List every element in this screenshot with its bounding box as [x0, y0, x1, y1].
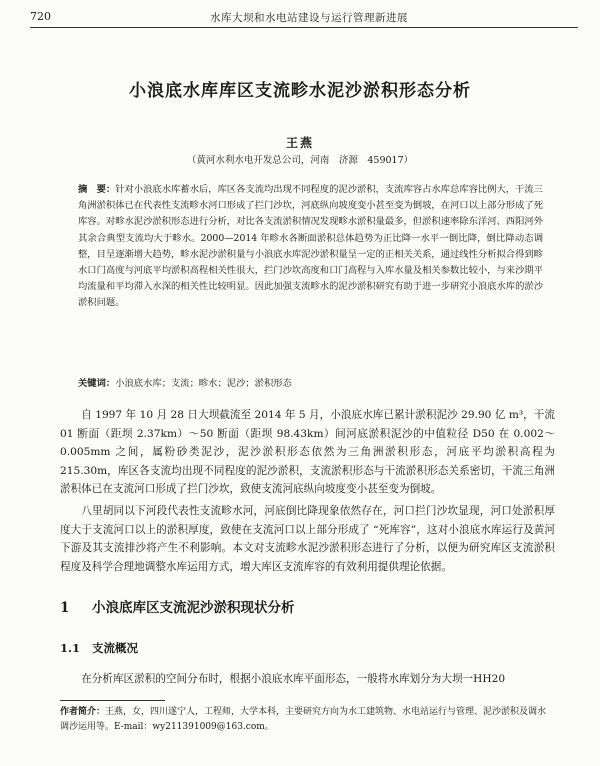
section-1-heading [60, 596, 295, 616]
section-1-1-heading [60, 640, 138, 656]
footnote-label: 作者简介： [60, 707, 106, 717]
page-header [30, 10, 575, 28]
keywords-text: 小浪底水库；支流；畛水；泥沙；淤积形态 [115, 378, 292, 389]
author-footnote [60, 705, 555, 735]
keywords [78, 375, 543, 389]
body-paragraph-1: 自 1997 年 10 月 28 日大坝截流至 2014 年 5 月，小浪底水库已累计淤积泥沙 29.90 亿 m³，干流 01 断面（距坝 2.37km）～50 断面（距坝 98.43km）间河底淤积泥沙的中值粒径 D50 在 0.002～0.005mm 之间，属粉砂类泥沙，泥沙淤积形态依然为三角洲淤积形态，河底平均淤积高程为 215.30m，库区各支流均出现不同程度的泥沙淤积，支流淤积形态与干流淤积形态关系密切，干流三角洲淤积体已在支流河口形成了拦门沙坎，致使支流河底纵向坡度变小甚至变为倒坡。 [60, 409, 555, 495]
author-affiliation: （黄河水利水电开发总公司，河南 济源 459017） [186, 155, 414, 166]
page-number: 720 [30, 10, 51, 23]
body-paragraph-2: 八里胡同以下河段代表性支流畛水河，河底倒比降现象依然存在，河口拦门沙坎显现，河口处淤积厚度大于支流河口以上的淤积厚度，致使在支流河口以上部分形成了 “死库容”，这对小浪底水库运行及黄河下游及其支流排沙将产生不利影响。本文对支流畛水泥沙淤积形态进行了分析，以便为研究库区支流淤积程度及科学合理地调整水库运用方式，增大库区支流库容的有效利用提供理论依据。 [60, 505, 555, 573]
abstract-text: 针对小浪底水库蓄水后，库区各支流均出现不同程度的泥沙淤积，支流库容占水库总库容比例大，干流三角洲淤积体已在代表性支流畛水河口形成了拦门沙坎，河底纵向坡度变小甚至变为倒坡，在河口以上部分形成了死库容。对畛水泥沙淤积形态进行分析，对比各支流淤积情况发现畛水淤积量最多，但淤积速率除东洋河、西阳河外其余合典型支流均大于畛水。2000—2014 年畛水各断面淤积总体趋势为正比降一水平一倒比降，倒比降动态调整，目呈逐渐增大趋势，畛水泥沙淤积量与小浪底水库泥沙淤积量呈一定的正相关关系，通过线性分析拟合得到畛水口门高度与河底平均淤积高程相关性很大，拦门沙坎高度和口门高程与入库水量及相关参数比较小，与来沙期平均流量和平均滞入水深的相关性比较明显。因此加强支流畛水的泥沙淤积研究有助于进一步研究小浪底水库的淤沙淤积问题。 [78, 184, 543, 309]
section-1-1-number: 1.1 [60, 641, 81, 655]
section-1-number: 1 [60, 600, 70, 616]
footnote-divider [60, 700, 165, 701]
body-paragraph-3: 在分析库区淤积的空间分布时，根据小浪底水库平面形态，一般将水库划分为大坝一HH20 [81, 673, 506, 685]
section-1-1-title: 支流概况 [92, 641, 138, 655]
author-name: 王燕 [285, 136, 314, 150]
section-1-title: 小浪底库区支流泥沙淤积现状分析 [92, 600, 295, 616]
running-title: 水库大坝和水电站建设与运行管理新进展 [210, 12, 408, 24]
abstract [78, 182, 543, 312]
keywords-label: 关键词： [78, 378, 116, 389]
abstract-label: 摘 要： [78, 184, 116, 195]
footnote-text: 王燕，女，四川遂宁人，工程师，大学本科，主要研究方向为水工建筑物、水电站运行与管理、泥沙淤积及调水调沙运用等。E-mail：wy211391009@163.com。 [60, 707, 547, 732]
paper-title: 小浪底水库库区支流畛水泥沙淤积形态分析 [129, 81, 471, 101]
header-divider [30, 27, 578, 28]
